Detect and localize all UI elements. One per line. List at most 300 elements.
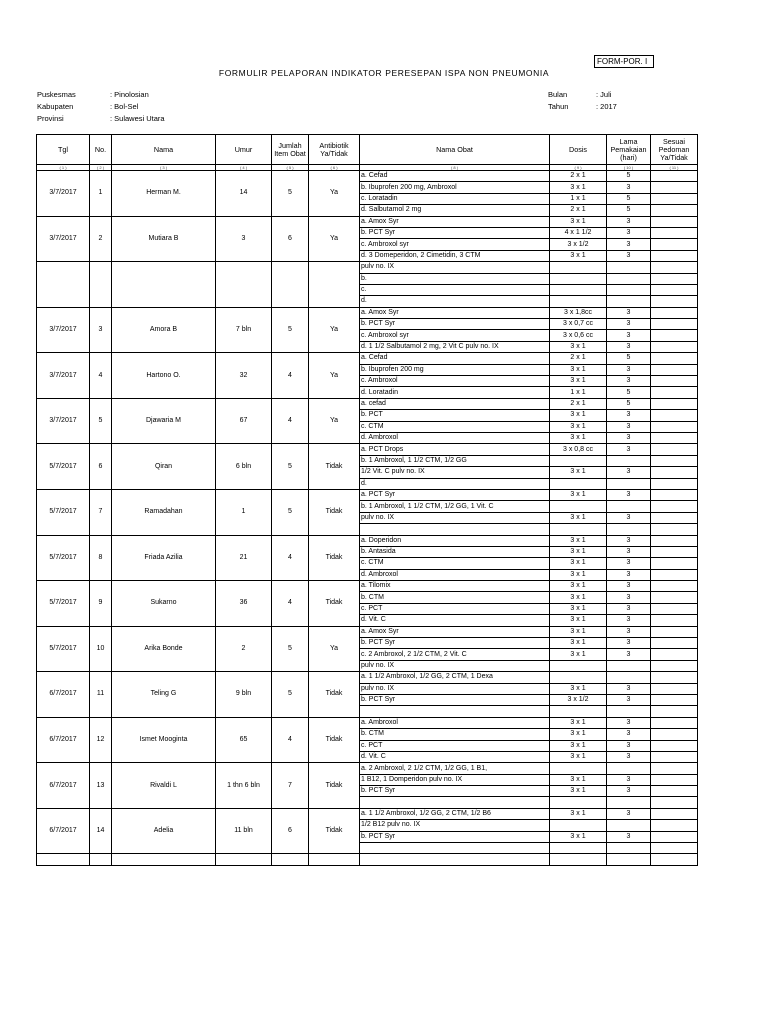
- drug-dose: 3 x 1,8cc: [550, 307, 607, 318]
- patient-name: Djawaria M: [112, 398, 216, 444]
- drug-name: pulv no. IX: [360, 683, 550, 694]
- drug-name: [360, 843, 550, 854]
- drug-duration: 3: [607, 376, 651, 387]
- drug-name: c. Ambroxol syr: [360, 239, 550, 250]
- table-row: [37, 808, 698, 819]
- patient-number: [90, 262, 112, 308]
- meta-left: [37, 89, 165, 125]
- patient-age: 32: [216, 353, 272, 399]
- drug-dose: 2 x 1: [550, 171, 607, 182]
- drug-name: c. 2 Ambroxol, 2 1/2 CTM, 2 Vit. C: [360, 649, 550, 660]
- item-count: 6: [272, 808, 309, 854]
- table-row: [37, 626, 698, 637]
- drug-duration: 3: [607, 786, 651, 797]
- drug-name: pulv no. IX: [360, 512, 550, 523]
- drug-name: a. Amox Syr: [360, 216, 550, 227]
- empty-cell: [550, 854, 607, 865]
- empty-cell: [360, 854, 550, 865]
- item-count: 5: [272, 444, 309, 490]
- patient-name: Friada Azilia: [112, 535, 216, 581]
- drug-name: a. PCT Drops: [360, 444, 550, 455]
- drug-name: b. 1 Ambroxol, 1 1/2 CTM, 1/2 GG: [360, 455, 550, 466]
- drug-duration: 3: [607, 250, 651, 261]
- drug-dose: 3 x 1: [550, 432, 607, 443]
- drug-dose: 3 x 1: [550, 489, 607, 500]
- drug-duration: 5: [607, 353, 651, 364]
- table-row: [37, 307, 698, 318]
- header-antibiotik: Antibiotik Ya/Tidak: [309, 135, 360, 165]
- patient-name: Ramadahan: [112, 489, 216, 535]
- patient-date: 5/7/2017: [37, 535, 90, 581]
- patient-date: 3/7/2017: [37, 398, 90, 444]
- item-count: 4: [272, 535, 309, 581]
- table-row: [37, 581, 698, 592]
- drug-name: c.: [360, 284, 550, 295]
- drug-name: a. 1 1/2 Ambroxol, 1/2 GG, 2 CTM, 1 Dexa: [360, 672, 550, 683]
- guideline-compliance: [651, 694, 698, 705]
- guideline-compliance: [651, 729, 698, 740]
- guideline-compliance: [651, 626, 698, 637]
- patient-number: 7: [90, 489, 112, 535]
- drug-name: a. Ambroxol: [360, 717, 550, 728]
- drug-name: b. PCT Syr: [360, 831, 550, 842]
- drug-duration: [607, 284, 651, 295]
- drug-name: a. cefad: [360, 398, 550, 409]
- guideline-compliance: [651, 546, 698, 557]
- drug-dose: 3 x 1: [550, 250, 607, 261]
- drug-dose: 3 x 1: [550, 569, 607, 580]
- drug-dose: [550, 478, 607, 489]
- guideline-compliance: [651, 273, 698, 284]
- guideline-compliance: [651, 353, 698, 364]
- patient-name: Ismet Mooginta: [112, 717, 216, 763]
- patient-number: 1: [90, 171, 112, 217]
- drug-dose: 3 x 1: [550, 182, 607, 193]
- col-number: ( 5 ): [272, 165, 309, 171]
- drug-name: d. Vit. C: [360, 615, 550, 626]
- drug-dose: 3 x 1: [550, 751, 607, 762]
- antibiotic-flag: Ya: [309, 307, 360, 353]
- meta-value: : 2017: [596, 102, 617, 111]
- drug-name: c. CTM: [360, 421, 550, 432]
- drug-duration: [607, 262, 651, 273]
- meta-right: [548, 89, 617, 113]
- guideline-compliance: [651, 364, 698, 375]
- patient-date: 6/7/2017: [37, 808, 90, 854]
- table-row: [37, 353, 698, 364]
- guideline-compliance: [651, 774, 698, 785]
- drug-dose: 3 x 1: [550, 729, 607, 740]
- drug-dose: 3 x 1: [550, 467, 607, 478]
- patient-number: 2: [90, 216, 112, 262]
- patient-date: 5/7/2017: [37, 626, 90, 672]
- patient-age: 14: [216, 171, 272, 217]
- table-row: [37, 535, 698, 546]
- patient-number: 12: [90, 717, 112, 763]
- drug-duration: 3: [607, 319, 651, 330]
- drug-name: a. 2 Ambroxol, 2 1/2 CTM, 1/2 GG, 1 B1,: [360, 763, 550, 774]
- guideline-compliance: [651, 182, 698, 193]
- drug-dose: 3 x 1: [550, 558, 607, 569]
- drug-dose: [550, 524, 607, 535]
- header-nama: Nama: [112, 135, 216, 165]
- antibiotic-flag: [309, 262, 360, 308]
- drug-dose: 3 x 1: [550, 786, 607, 797]
- drug-name: b. 1 Ambroxol, 1 1/2 CTM, 1/2 GG, 1 Vit. C: [360, 501, 550, 512]
- drug-duration: 3: [607, 364, 651, 375]
- table-row: [37, 171, 698, 182]
- drug-duration: [607, 273, 651, 284]
- drug-name: a. 1 1/2 Ambroxol, 1/2 GG, 2 CTM, 1/2 B6: [360, 808, 550, 819]
- drug-duration: 5: [607, 205, 651, 216]
- drug-dose: 3 x 0,8 cc: [550, 444, 607, 455]
- table-row: [37, 262, 698, 273]
- guideline-compliance: [651, 512, 698, 523]
- drug-duration: 3: [607, 729, 651, 740]
- drug-dose: 3 x 1/2: [550, 694, 607, 705]
- empty-cell: [607, 854, 651, 865]
- drug-dose: 3 x 1: [550, 717, 607, 728]
- drug-duration: 5: [607, 193, 651, 204]
- guideline-compliance: [651, 581, 698, 592]
- patient-name: Adelia: [112, 808, 216, 854]
- patient-date: 3/7/2017: [37, 171, 90, 217]
- drug-duration: 3: [607, 182, 651, 193]
- drug-dose: 3 x 1: [550, 603, 607, 614]
- antibiotic-flag: Tidak: [309, 581, 360, 627]
- patient-number: 8: [90, 535, 112, 581]
- drug-dose: [550, 797, 607, 808]
- guideline-compliance: [651, 558, 698, 569]
- meta-value: : Juli: [596, 90, 612, 99]
- drug-duration: 3: [607, 239, 651, 250]
- item-count: 4: [272, 717, 309, 763]
- drug-duration: 3: [607, 683, 651, 694]
- patient-name: Arika Bonde: [112, 626, 216, 672]
- guideline-compliance: [651, 250, 698, 261]
- item-count: 4: [272, 353, 309, 399]
- drug-duration: 3: [607, 307, 651, 318]
- patient-date: [37, 262, 90, 308]
- guideline-compliance: [651, 432, 698, 443]
- patient-name: Hartono O.: [112, 353, 216, 399]
- drug-dose: 4 x 1 1/2: [550, 227, 607, 238]
- empty-cell: [651, 854, 698, 865]
- drug-dose: 3 x 1: [550, 615, 607, 626]
- guideline-compliance: [651, 615, 698, 626]
- drug-duration: 3: [607, 638, 651, 649]
- drug-name: pulv no. IX: [360, 262, 550, 273]
- guideline-compliance: [651, 501, 698, 512]
- drug-name: [360, 524, 550, 535]
- antibiotic-flag: Ya: [309, 398, 360, 444]
- drug-name: d. Salbutamol 2 mg: [360, 205, 550, 216]
- patient-date: 3/7/2017: [37, 216, 90, 262]
- patient-date: 5/7/2017: [37, 581, 90, 627]
- guideline-compliance: [651, 843, 698, 854]
- drug-duration: [607, 660, 651, 671]
- patient-name: Mutiara B: [112, 216, 216, 262]
- drug-duration: [607, 501, 651, 512]
- drug-duration: 3: [607, 535, 651, 546]
- drug-duration: [607, 820, 651, 831]
- drug-duration: 3: [607, 603, 651, 614]
- drug-dose: 3 x 1: [550, 341, 607, 352]
- item-count: 5: [272, 672, 309, 718]
- drug-duration: 3: [607, 569, 651, 580]
- drug-duration: 3: [607, 489, 651, 500]
- drug-dose: 3 x 1: [550, 376, 607, 387]
- guideline-compliance: [651, 227, 698, 238]
- guideline-compliance: [651, 763, 698, 774]
- drug-dose: 3 x 1: [550, 581, 607, 592]
- drug-name: a. Cefad: [360, 353, 550, 364]
- guideline-compliance: [651, 638, 698, 649]
- drug-dose: 2 x 1: [550, 353, 607, 364]
- col-number: ( 2 ): [90, 165, 112, 171]
- drug-name: d.: [360, 296, 550, 307]
- patient-number: 5: [90, 398, 112, 444]
- drug-name: d. 3 Domeperidon, 2 Cimetidin, 3 CTM: [360, 250, 550, 261]
- patient-date: 3/7/2017: [37, 353, 90, 399]
- item-count: 5: [272, 626, 309, 672]
- guideline-compliance: [651, 284, 698, 295]
- drug-duration: 3: [607, 216, 651, 227]
- drug-name: a. Tilomix: [360, 581, 550, 592]
- antibiotic-flag: Ya: [309, 171, 360, 217]
- meta-row-bulan: [548, 89, 617, 101]
- patient-age: 1 thn 6 bln: [216, 763, 272, 809]
- meta-label: Tahun: [548, 102, 569, 111]
- drug-duration: 3: [607, 330, 651, 341]
- drug-dose: [550, 273, 607, 284]
- antibiotic-flag: Tidak: [309, 808, 360, 854]
- guideline-compliance: [651, 535, 698, 546]
- guideline-compliance: [651, 489, 698, 500]
- drug-name: b. Antasida: [360, 546, 550, 557]
- empty-cell: [216, 854, 272, 865]
- guideline-compliance: [651, 330, 698, 341]
- guideline-compliance: [651, 524, 698, 535]
- drug-dose: 3 x 1: [550, 740, 607, 751]
- drug-name: c. Ambroxol syr: [360, 330, 550, 341]
- drug-dose: 3 x 1: [550, 216, 607, 227]
- drug-dose: 3 x 1: [550, 649, 607, 660]
- header-jumlah: Jumlah Item Obat: [272, 135, 309, 165]
- drug-name: d.: [360, 478, 550, 489]
- drug-dose: 3 x 1: [550, 683, 607, 694]
- drug-dose: 3 x 1: [550, 512, 607, 523]
- empty-cell: [90, 854, 112, 865]
- meta-row-puskesmas: [37, 89, 165, 101]
- guideline-compliance: [651, 672, 698, 683]
- drug-dose: 2 x 1: [550, 398, 607, 409]
- patient-number: 4: [90, 353, 112, 399]
- drug-name: d. Loratadin: [360, 387, 550, 398]
- drug-duration: [607, 706, 651, 717]
- drug-duration: 3: [607, 421, 651, 432]
- patient-number: 6: [90, 444, 112, 490]
- antibiotic-flag: Tidak: [309, 535, 360, 581]
- item-count: 5: [272, 489, 309, 535]
- drug-name: b. CTM: [360, 729, 550, 740]
- drug-dose: 3 x 1: [550, 626, 607, 637]
- drug-dose: 3 x 1: [550, 638, 607, 649]
- drug-duration: 3: [607, 751, 651, 762]
- meta-label: Puskesmas: [37, 90, 76, 99]
- drug-dose: [550, 296, 607, 307]
- drug-duration: 3: [607, 774, 651, 785]
- drug-duration: 3: [607, 694, 651, 705]
- drug-dose: 3 x 1: [550, 592, 607, 603]
- drug-name: d. Ambroxol: [360, 432, 550, 443]
- drug-duration: [607, 296, 651, 307]
- patient-age: 36: [216, 581, 272, 627]
- drug-name: c. Ambroxol: [360, 376, 550, 387]
- patient-date: 6/7/2017: [37, 672, 90, 718]
- drug-duration: 3: [607, 410, 651, 421]
- guideline-compliance: [651, 786, 698, 797]
- table-row: [37, 763, 698, 774]
- drug-duration: [607, 763, 651, 774]
- drug-dose: [550, 763, 607, 774]
- guideline-compliance: [651, 603, 698, 614]
- drug-duration: 3: [607, 227, 651, 238]
- drug-duration: 5: [607, 387, 651, 398]
- form-code: FORM-POR. I: [594, 55, 654, 68]
- meta-label: Bulan: [548, 90, 568, 99]
- drug-duration: [607, 455, 651, 466]
- drug-name: c. CTM: [360, 558, 550, 569]
- drug-name: a. Amox Syr: [360, 626, 550, 637]
- drug-dose: 3 x 1/2: [550, 239, 607, 250]
- antibiotic-flag: Tidak: [309, 489, 360, 535]
- drug-dose: [550, 706, 607, 717]
- drug-duration: 3: [607, 558, 651, 569]
- item-count: 6: [272, 216, 309, 262]
- drug-name: b. Ibuprofen 200 mg, Ambroxol: [360, 182, 550, 193]
- patient-age: 7 bln: [216, 307, 272, 353]
- empty-cell: [272, 854, 309, 865]
- drug-name: [360, 797, 550, 808]
- drug-dose: [550, 284, 607, 295]
- drug-duration: 3: [607, 740, 651, 751]
- patient-name: Teling G: [112, 672, 216, 718]
- meta-value: : Bol-Sel: [110, 102, 139, 111]
- drug-dose: [550, 501, 607, 512]
- drug-name: pulv no. IX: [360, 660, 550, 671]
- drug-dose: 3 x 1: [550, 410, 607, 421]
- drug-duration: 3: [607, 432, 651, 443]
- drug-dose: [550, 672, 607, 683]
- guideline-compliance: [651, 831, 698, 842]
- patient-age: 65: [216, 717, 272, 763]
- patient-age: 3: [216, 216, 272, 262]
- patient-date: 5/7/2017: [37, 489, 90, 535]
- drug-duration: [607, 478, 651, 489]
- meta-label: Provinsi: [37, 114, 64, 123]
- drug-name: b. PCT Syr: [360, 694, 550, 705]
- item-count: 4: [272, 398, 309, 444]
- patient-age: 6 bln: [216, 444, 272, 490]
- drug-duration: 5: [607, 171, 651, 182]
- guideline-compliance: [651, 193, 698, 204]
- item-count: 5: [272, 307, 309, 353]
- patient-number: 14: [90, 808, 112, 854]
- patient-number: 11: [90, 672, 112, 718]
- table-row: [37, 717, 698, 728]
- col-number: ( 11 ): [651, 165, 698, 171]
- patient-date: 5/7/2017: [37, 444, 90, 490]
- guideline-compliance: [651, 410, 698, 421]
- guideline-compliance: [651, 808, 698, 819]
- drug-duration: 3: [607, 592, 651, 603]
- empty-cell: [37, 854, 90, 865]
- guideline-compliance: [651, 569, 698, 580]
- table-row: [37, 398, 698, 409]
- antibiotic-flag: Tidak: [309, 763, 360, 809]
- drug-duration: 3: [607, 831, 651, 842]
- guideline-compliance: [651, 239, 698, 250]
- table-row: [37, 489, 698, 500]
- drug-dose: [550, 262, 607, 273]
- guideline-compliance: [651, 660, 698, 671]
- item-count: 7: [272, 763, 309, 809]
- patient-age: 67: [216, 398, 272, 444]
- guideline-compliance: [651, 740, 698, 751]
- patient-number: 13: [90, 763, 112, 809]
- patient-name: Rivaldi L: [112, 763, 216, 809]
- form-title: FORMULIR PELAPORAN INDIKATOR PERESEPAN ISPA NON PNEUMONIA: [218, 68, 550, 78]
- guideline-compliance: [651, 341, 698, 352]
- drug-name: b. PCT Syr: [360, 227, 550, 238]
- guideline-compliance: [651, 717, 698, 728]
- drug-duration: 3: [607, 626, 651, 637]
- meta-value: : Sulawesi Utara: [110, 114, 165, 123]
- patient-age: 1: [216, 489, 272, 535]
- drug-duration: 3: [607, 546, 651, 557]
- drug-duration: 3: [607, 467, 651, 478]
- patient-name: Herman M.: [112, 171, 216, 217]
- patient-name: Sukarno: [112, 581, 216, 627]
- guideline-compliance: [651, 797, 698, 808]
- drug-name: a. Cefad: [360, 171, 550, 182]
- drug-name: [360, 706, 550, 717]
- guideline-compliance: [651, 421, 698, 432]
- antibiotic-flag: Ya: [309, 353, 360, 399]
- patient-name: [112, 262, 216, 308]
- header-nama-obat: Nama Obat: [360, 135, 550, 165]
- antibiotic-flag: Ya: [309, 626, 360, 672]
- col-number: ( 1 ): [37, 165, 90, 171]
- col-number: ( 10 ): [607, 165, 651, 171]
- drug-duration: 3: [607, 341, 651, 352]
- meta-label: Kabupaten: [37, 102, 74, 111]
- empty-cell: [309, 854, 360, 865]
- drug-name: b. CTM: [360, 592, 550, 603]
- header-dosis: Dosis: [550, 135, 607, 165]
- guideline-compliance: [651, 205, 698, 216]
- meta-value: : Pinolosian: [110, 90, 149, 99]
- col-number: ( 3 ): [112, 165, 216, 171]
- drug-duration: 3: [607, 512, 651, 523]
- meta-row-kabupaten: [37, 101, 165, 113]
- header-lama: Lama Pemakaian (hari): [607, 135, 651, 165]
- header-sesuai: Sesuai Pedoman Ya/Tidak: [651, 135, 698, 165]
- guideline-compliance: [651, 592, 698, 603]
- drug-name: 1 B12, 1 Domperidon pulv no. IX: [360, 774, 550, 785]
- table-body: [37, 171, 698, 866]
